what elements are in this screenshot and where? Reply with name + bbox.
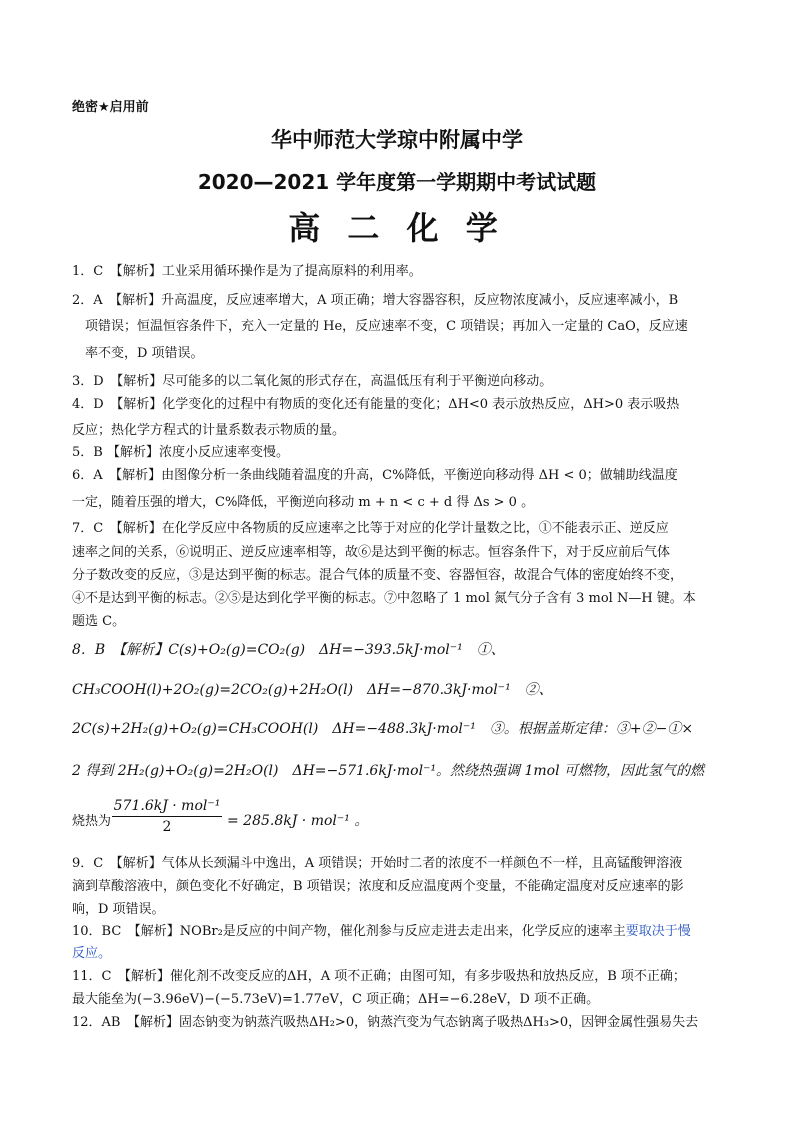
answer-line: 4．D 【解析】化学变化的过程中有物质的变化还有能量的变化；ΔH<0 表示放热反应，ΔH>0 表示吸热 xyxy=(72,397,680,412)
answer-line: 响，D 项错误。 xyxy=(72,902,165,917)
answer-line: 5．B 【解析】浓度小反应速率变慢。 xyxy=(72,445,289,460)
answer-line: 反应。 xyxy=(72,946,112,961)
answer-line: ④不是达到平衡的标志。②⑤是达到化学平衡的标志。⑦中忽略了 1 mol 氮气分子含有 3 mol N—H 键。本 xyxy=(72,591,696,606)
answer-line: 题选 C。 xyxy=(72,614,126,629)
answer-line: 率不变，D 项错误。 xyxy=(72,346,204,361)
answer-line: 1．C 【解析】工业采用循环操作是为了提高原料的利用率。 xyxy=(72,264,422,279)
fraction-line xyxy=(72,798,732,842)
answer-line: 最大能垒为(−3.96eV)−(−5.73eV)=1.77eV，C 项正确；ΔH=−6.28eV，D 项不正确。 xyxy=(72,992,600,1007)
answer-line xyxy=(72,923,732,941)
fraction-prefix: 烧热为 xyxy=(72,814,112,829)
answer-line: 3．D 【解析】尽可能多的以二氧化氮的形式存在，高温低压有利于平衡逆向移动。 xyxy=(72,374,553,389)
answer-line: 速率之间的关系，⑥说明正、逆反应速率相等，故⑥是达到平衡的标志。恒容条件下，对于反应前后气体 xyxy=(72,545,671,560)
confidential-label: 绝密★启用前 xyxy=(72,100,149,115)
answer-line: 11．C 【解析】催化剂不改变反应的ΔH，A 项不正确；由图可知，有多步吸热和放热反应，B 项不正确； xyxy=(72,969,686,984)
equation-line: CH₃COOH(l)+2O₂(g)=2CO₂(g)+2H₂O(l) ΔH=−870.3kJ·mol⁻¹ ②、 xyxy=(72,682,553,698)
answer-line: 6．A 【解析】由图像分析一条曲线随着温度的升高，C%降低，平衡逆向移动得 ΔH < 0；做辅助线温度 xyxy=(72,468,678,483)
equation-line: 2 得到 2H₂(g)+O₂(g)=2H₂O(l) ΔH=−571.6kJ·mol⁻¹。然绕热强调 1mol 可燃物，因此氢气的燃 xyxy=(72,763,705,779)
answer-text: 10．BC 【解析】NOBr₂是反应的中间产物，催化剂参与反应走进去走出来，化学反应的速率主 xyxy=(72,924,626,939)
answer-line: 9．C 【解析】气体从长颈漏斗中逸出，A 项错误；开始时二者的浓度不一样颜色不一样，且高锰酸钾溶液 xyxy=(72,856,683,871)
fraction-denominator: 2 xyxy=(162,819,172,835)
answer-line: 12．AB 【解析】固态钠变为钠蒸汽吸热ΔH₂>0，钠蒸汽变为气态钠离子吸热ΔH₃>0，因钾金属性强易失去 xyxy=(72,1015,699,1030)
fraction xyxy=(112,798,222,835)
fraction-result: = 285.8kJ · mol⁻¹ 。 xyxy=(227,813,369,829)
equation-line: 2C(s)+2H₂(g)+O₂(g)=CH₃COOH(l) ΔH=−488.3kJ·mol⁻¹ ③。根据盖斯定律：③+②−①× xyxy=(72,721,694,737)
answer-line: 反应；热化学方程式的计量系数表示物质的量。 xyxy=(72,423,346,438)
subject-title: 高 二 化 学 xyxy=(288,209,506,247)
answer-line: 2．A 【解析】升高温度，反应速率增大，A 项正确；增大容器容积，反应物浓度减小，反应速率减小，B xyxy=(72,293,679,308)
exam-title: 2020—2021 学年度第一学期期中考试试题 xyxy=(197,170,597,194)
answer-line: 项错误；恒温恒容条件下，充入一定量的 He，反应速率不变，C 项错误；再加入一定量的 CaO，反应速 xyxy=(72,319,688,334)
school-title: 华中师范大学琼中附属中学 xyxy=(271,128,523,152)
equation-line: 8．B 【解析】C(s)+O₂(g)=CO₂(g) ΔH=−393.5kJ·mol⁻¹ ①、 xyxy=(72,642,505,658)
highlighted-text: 要取决于慢 xyxy=(625,924,691,939)
answer-line: 一定，随着压强的增大，C%降低，平衡逆向移动 m + n < c + d 得 Δs > 0 。 xyxy=(72,495,535,510)
answer-line: 滴到草酸溶液中，颜色变化不好确定，B 项错误；浓度和反应温度两个变量，不能确定温度对反应速率的影 xyxy=(72,879,684,894)
fraction-numerator: 571.6kJ · mol⁻¹ xyxy=(112,798,222,817)
answer-line: 7．C 【解析】在化学反应中各物质的反应速率之比等于对应的化学计量数之比，①不能表示正、逆反应 xyxy=(72,521,669,536)
answer-line: 分子数改变的反应，③是达到平衡的标志。混合气体的质量不变、容器恒容，故混合气体的密度始终不变， xyxy=(72,568,684,583)
